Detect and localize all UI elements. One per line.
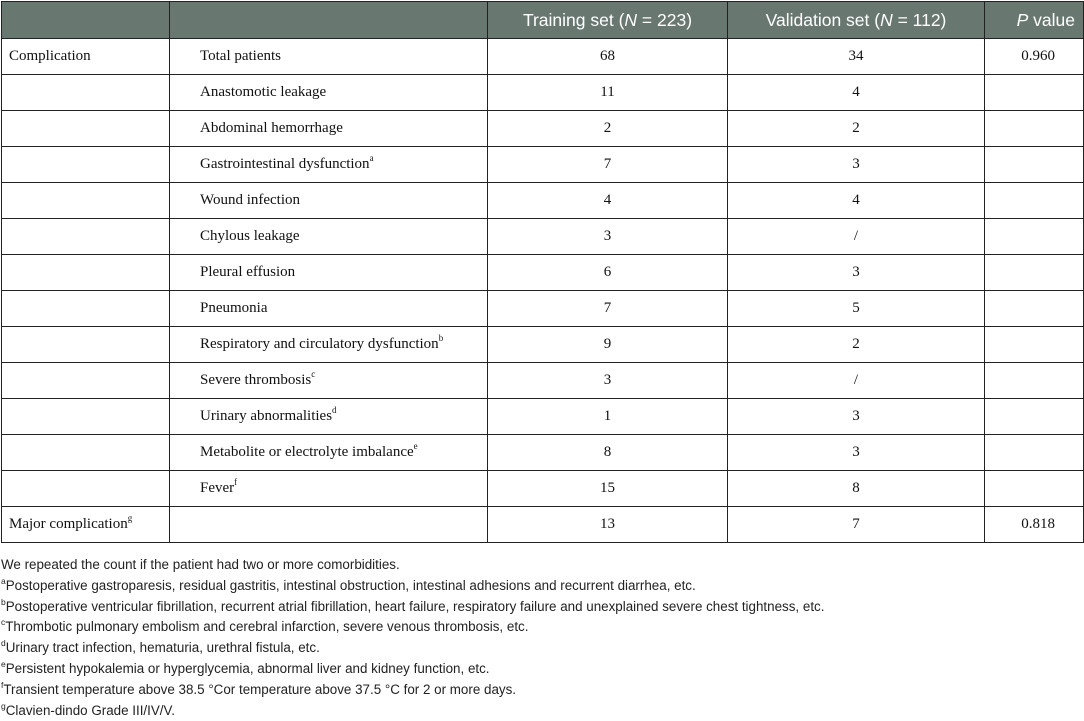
item-cell-text: Metabolite or electrolyte imbalance: [200, 444, 414, 460]
footnote-marker: e: [1, 658, 6, 669]
validation-cell: [728, 399, 985, 435]
item-cell: [170, 255, 488, 291]
footnote-marker: c: [1, 617, 6, 628]
table-row: [2, 219, 1084, 255]
table-row: [2, 507, 1084, 543]
training-cell: [488, 363, 728, 399]
item-cell: [170, 39, 488, 75]
item-cell: [170, 291, 488, 327]
table-row: [2, 183, 1084, 219]
item-cell: [170, 183, 488, 219]
training-cell: [488, 507, 728, 543]
p-value-cell: [985, 363, 1084, 399]
p-value-cell: [985, 327, 1084, 363]
group-cell: [2, 219, 170, 255]
item-cell: [170, 111, 488, 147]
table-row: [2, 147, 1084, 183]
footnote-marker: b: [438, 333, 444, 343]
training-cell-text: 11: [600, 84, 615, 100]
training-cell: [488, 219, 728, 255]
table-row: [2, 327, 1084, 363]
table-row: [2, 399, 1084, 435]
training-cell: [488, 111, 728, 147]
validation-cell-text: /: [853, 228, 859, 244]
footnote: [1, 638, 1081, 659]
footnote-marker: d: [1, 638, 6, 649]
validation-cell-text: 7: [852, 516, 860, 532]
p-value-cell: [985, 39, 1084, 75]
item-cell-text: Total patients: [200, 48, 282, 64]
complication-table: [1, 1, 1084, 543]
item-cell-text: Abdominal hemorrhage: [200, 120, 343, 136]
item-cell-text: Pneumonia: [200, 300, 268, 316]
training-cell-text: 68: [600, 48, 615, 64]
item-cell-text: Respiratory and circulatory dysfunction: [200, 336, 439, 352]
training-cell-text: 6: [603, 264, 612, 280]
group-cell: [2, 363, 170, 399]
group-cell: [2, 399, 170, 435]
header-item: [170, 2, 488, 39]
footnote-marker: b: [1, 596, 6, 607]
footnote-marker: d: [332, 405, 337, 415]
validation-cell-text: 8: [852, 480, 860, 496]
footnote-marker: f: [1, 679, 4, 690]
validation-cell-text: 2: [852, 120, 860, 136]
validation-cell: [728, 75, 985, 111]
group-cell: [2, 39, 170, 75]
validation-cell: [728, 435, 985, 471]
item-cell-text: Pleural effusion: [200, 264, 296, 280]
group-cell: [2, 111, 170, 147]
footnote: [1, 597, 1081, 618]
footnote-marker: f: [234, 477, 238, 487]
validation-cell: [728, 255, 985, 291]
training-cell: [488, 39, 728, 75]
p-value-cell: [985, 291, 1084, 327]
table-footnotes: [1, 555, 1081, 721]
training-cell: [488, 183, 728, 219]
validation-cell-text: 2: [852, 336, 860, 352]
training-cell-text: 3: [603, 228, 612, 244]
item-cell: [170, 327, 488, 363]
group-cell: [2, 507, 170, 543]
validation-cell: [728, 39, 985, 75]
item-cell: [170, 471, 488, 507]
footnote-text: Persistent hypokalemia or hyperglycemia, abnormal liver and kidney function, etc.: [5, 660, 490, 676]
validation-cell-text: /: [853, 372, 859, 388]
p-value-cell-text: 0.960: [1021, 48, 1055, 64]
validation-cell: [728, 111, 985, 147]
footnote: [1, 659, 1081, 680]
table-row: [2, 75, 1084, 111]
group-cell: [2, 147, 170, 183]
item-cell-text: Chylous leakage: [200, 228, 300, 244]
table-row: [2, 39, 1084, 75]
p-value-cell: [985, 183, 1084, 219]
group-cell: [2, 435, 170, 471]
training-cell: [488, 435, 728, 471]
table-row: [2, 291, 1084, 327]
footnote-marker: g: [127, 513, 133, 523]
p-value-cell: [985, 435, 1084, 471]
footnote: [1, 555, 1081, 576]
validation-cell-text: 3: [852, 264, 860, 280]
item-cell: [170, 507, 488, 543]
training-cell: [488, 471, 728, 507]
p-value-cell: [985, 75, 1084, 111]
footnote-text: Postoperative ventricular fibrillation, recurrent atrial fibrillation, heart failure, respiratory failure and unexplained severe chest tightness, etc.: [5, 598, 825, 614]
training-cell-text: 7: [603, 300, 612, 316]
p-value-cell: [985, 219, 1084, 255]
group-cell: [2, 255, 170, 291]
header-p-value: P value: [985, 2, 1084, 39]
footnote: [1, 701, 1081, 721]
validation-cell: [728, 183, 985, 219]
group-cell: [2, 471, 170, 507]
training-cell-text: 8: [603, 444, 612, 460]
group-cell: [2, 75, 170, 111]
p-value-cell: [985, 147, 1084, 183]
item-cell: [170, 75, 488, 111]
training-cell: [488, 75, 728, 111]
footnote-text: Postoperative gastroparesis, residual gastritis, intestinal obstruction, intestinal adhesions and recurrent diarrhea, etc.: [5, 577, 696, 593]
training-cell-text: 7: [603, 156, 612, 172]
table-header: [2, 2, 1084, 39]
header-group: [2, 2, 170, 39]
footnote-marker: a: [369, 153, 374, 163]
p-value-cell: [985, 399, 1084, 435]
footnote-marker: a: [1, 575, 6, 586]
header-training-set: Training set (N = 223): [488, 2, 728, 39]
item-cell: [170, 363, 488, 399]
training-cell-text: 13: [600, 516, 615, 532]
footnote-marker: g: [1, 700, 6, 711]
validation-cell: [728, 291, 985, 327]
footnote: [1, 617, 1081, 638]
group-cell: [2, 291, 170, 327]
footnote-text: We repeated the count if the patient had two or more comorbidities.: [1, 557, 400, 572]
item-cell-text: Fever: [200, 480, 235, 496]
validation-cell: [728, 327, 985, 363]
validation-cell-text: 3: [852, 408, 860, 424]
footnote-text: Clavien-dindo Grade III/IV/V.: [5, 702, 175, 718]
validation-cell-text: 3: [852, 156, 860, 172]
item-cell: [170, 147, 488, 183]
group-cell: [2, 183, 170, 219]
validation-cell-text: 4: [852, 84, 860, 100]
item-cell: [170, 435, 488, 471]
validation-cell-text: 3: [852, 444, 860, 460]
validation-cell: [728, 147, 985, 183]
training-cell: [488, 291, 728, 327]
validation-cell: [728, 471, 985, 507]
p-value-cell: [985, 507, 1084, 543]
item-cell-text: Severe thrombosis: [200, 372, 312, 388]
footnote-text: Urinary tract infection, hematuria, urethral fistula, etc.: [5, 640, 320, 656]
footnote-text: Thrombotic pulmonary embolism and cerebral infarction, severe venous thrombosis, etc.: [5, 619, 529, 635]
item-cell-text: Wound infection: [200, 192, 301, 208]
validation-cell-text: 34: [848, 48, 864, 64]
p-value-cell: [985, 111, 1084, 147]
validation-cell: [728, 219, 985, 255]
table-row: [2, 255, 1084, 291]
table-body: [2, 39, 1084, 543]
training-cell-text: 2: [603, 120, 612, 136]
item-cell-text: Gastrointestinal dysfunction: [200, 156, 370, 172]
table-row: [2, 363, 1084, 399]
item-cell: [170, 219, 488, 255]
validation-cell: [728, 363, 985, 399]
training-cell: [488, 255, 728, 291]
item-cell: [170, 399, 488, 435]
training-cell: [488, 147, 728, 183]
footnote: [1, 680, 1081, 701]
p-value-cell: [985, 471, 1084, 507]
training-cell: [488, 399, 728, 435]
training-cell-text: 9: [603, 336, 612, 352]
validation-cell-text: 4: [852, 192, 860, 208]
p-value-cell: [985, 255, 1084, 291]
training-cell: [488, 327, 728, 363]
validation-cell-text: 5: [852, 300, 860, 316]
footnote: [1, 576, 1081, 597]
training-cell-text: 15: [600, 480, 615, 496]
header-validation-set: Validation set (N = 112): [728, 2, 985, 39]
p-value-cell-text: 0.818: [1021, 516, 1055, 532]
group-cell-text: Complication: [9, 48, 91, 64]
table-row: [2, 471, 1084, 507]
item-cell-text: Urinary abnormalities: [200, 408, 333, 424]
group-cell: [2, 327, 170, 363]
training-cell-text: 4: [603, 192, 612, 208]
training-cell-text: 3: [603, 372, 612, 388]
footnote-marker: e: [413, 441, 418, 451]
item-cell-text: Anastomotic leakage: [200, 84, 327, 100]
group-cell-text: Major complication: [9, 516, 128, 532]
validation-cell: [728, 507, 985, 543]
table-row: [2, 435, 1084, 471]
footnote-text: Transient temperature above 38.5 °Cor temperature above 37.5 °C for 2 or more days.: [3, 681, 516, 697]
table-row: [2, 111, 1084, 147]
training-cell-text: 1: [603, 408, 612, 424]
footnote-marker: c: [311, 369, 316, 379]
